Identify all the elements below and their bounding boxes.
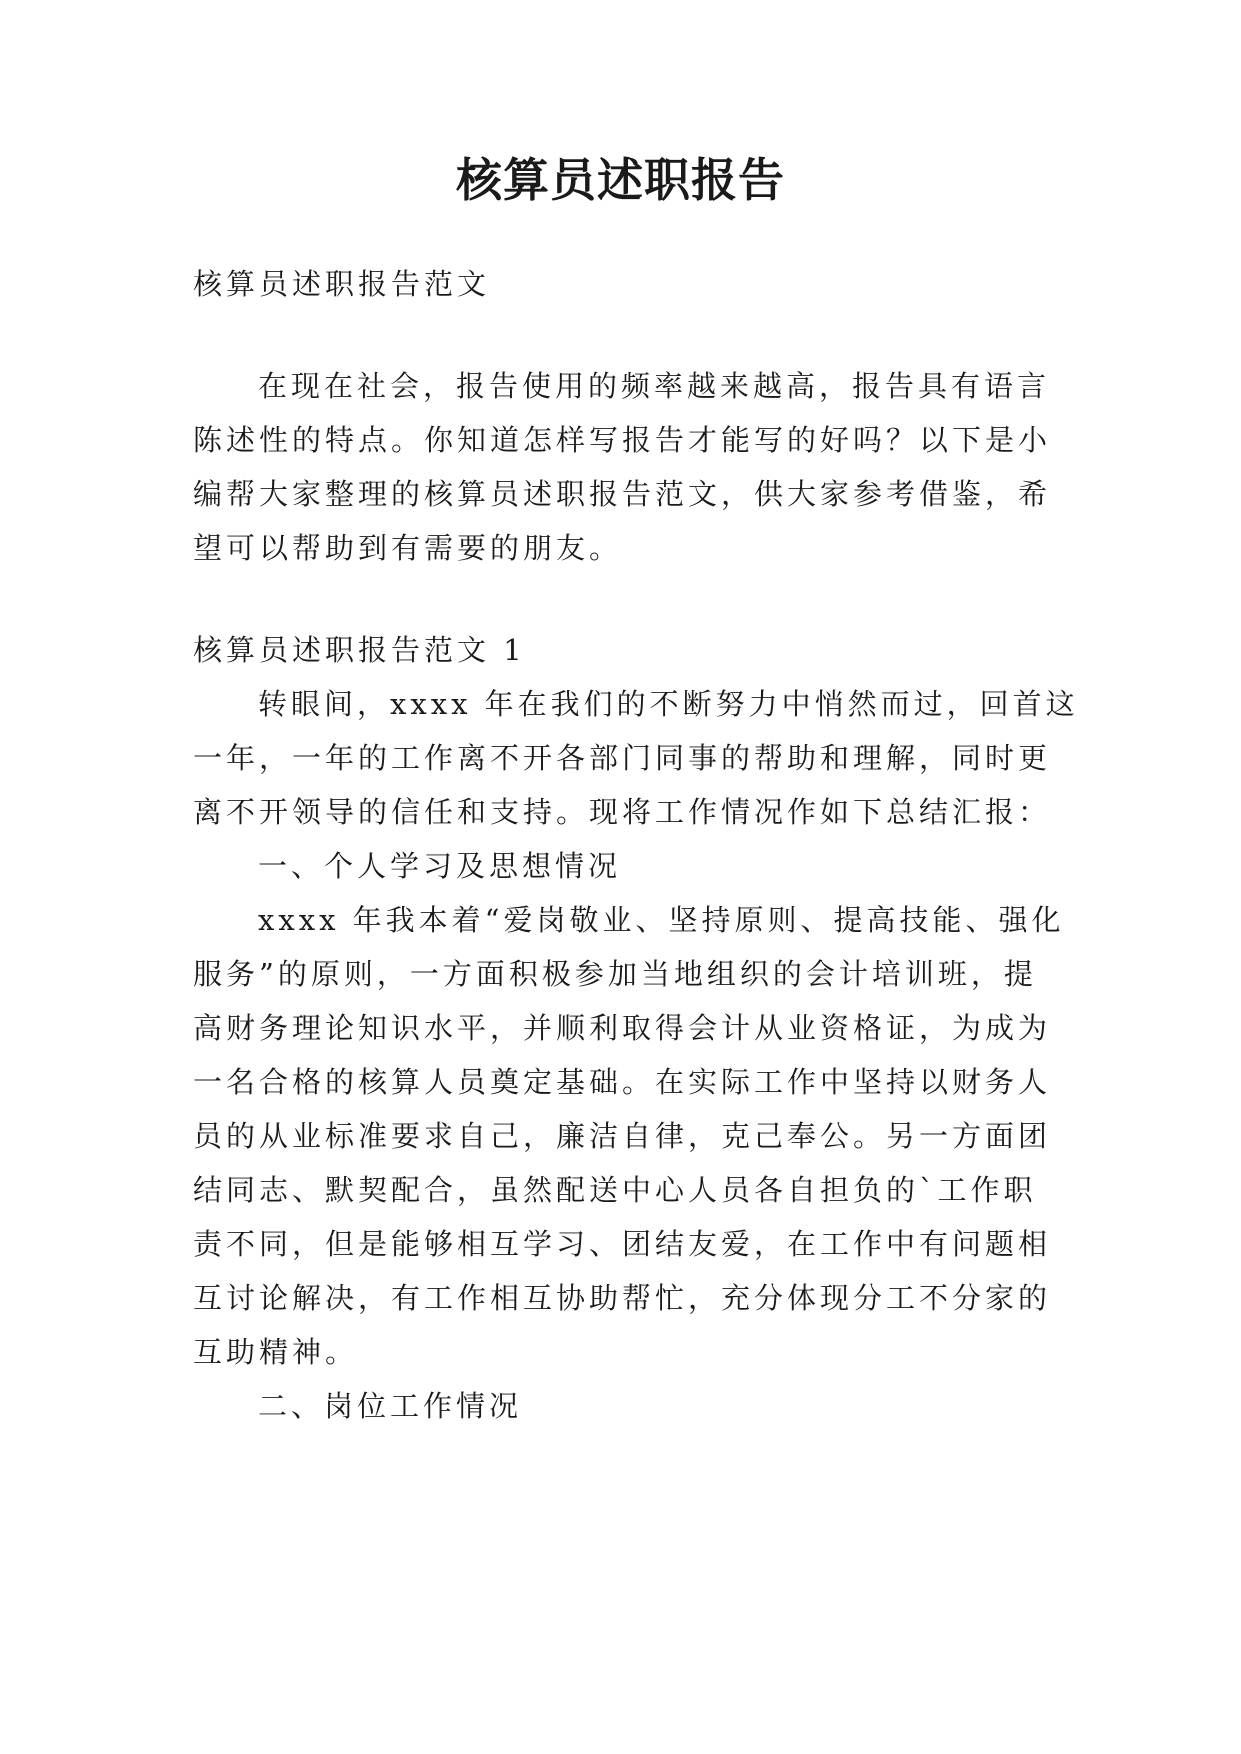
body-line: 一年，一年的工作离不开各部门同事的帮助和理解，同时更 bbox=[193, 741, 1052, 775]
body-line: 互助精神。 bbox=[193, 1335, 359, 1369]
section-heading: 核算员述职报告范文 1 bbox=[193, 633, 526, 667]
body-line: 责不同，但是能够相互学习、团结友爱，在工作中有问题相 bbox=[193, 1227, 1052, 1261]
subsection-heading: 一、个人学习及思想情况 bbox=[258, 849, 622, 883]
body-line: 高财务理论知识水平，并顺利取得会计从业资格证，为成为 bbox=[193, 1011, 1052, 1045]
body-line: 结同志、默契配合，虽然配送中心人员各自担负的`工作职 bbox=[193, 1173, 1037, 1207]
document-title: 核算员述职报告 bbox=[456, 153, 785, 207]
body-line: 员的从业标准要求自己，廉洁自律，克己奉公。另一方面团 bbox=[193, 1119, 1052, 1153]
body-line: 服务”的原则，一方面积极参加当地组织的会计培训班，提 bbox=[193, 957, 1037, 991]
body-line: 一名合格的核算人员奠定基础。在实际工作中坚持以财务人 bbox=[193, 1065, 1052, 1099]
intro-line: 编帮大家整理的核算员述职报告范文，供大家参考借鉴，希 bbox=[193, 477, 1052, 511]
body-line: 转眼间，xxxx 年在我们的不断努力中悄然而过，回首这 bbox=[258, 687, 1079, 721]
body-line: xxxx 年我本着“爱岗敬业、坚持原则、提高技能、强化 bbox=[258, 903, 1065, 937]
body-line: 离不开领导的信任和支持。现将工作情况作如下总结汇报： bbox=[193, 795, 1052, 829]
subsection-heading: 二、岗位工作情况 bbox=[258, 1389, 523, 1423]
intro-line: 陈述性的特点。你知道怎样写报告才能写的好吗？以下是小 bbox=[193, 423, 1052, 457]
intro-line: 望可以帮助到有需要的朋友。 bbox=[193, 531, 623, 565]
body-line: 互讨论解决，有工作相互协助帮忙，充分体现分工不分家的 bbox=[193, 1281, 1052, 1315]
subtitle: 核算员述职报告范文 bbox=[193, 267, 491, 301]
intro-line: 在现在社会，报告使用的频率越来越高，报告具有语言 bbox=[258, 369, 1051, 403]
